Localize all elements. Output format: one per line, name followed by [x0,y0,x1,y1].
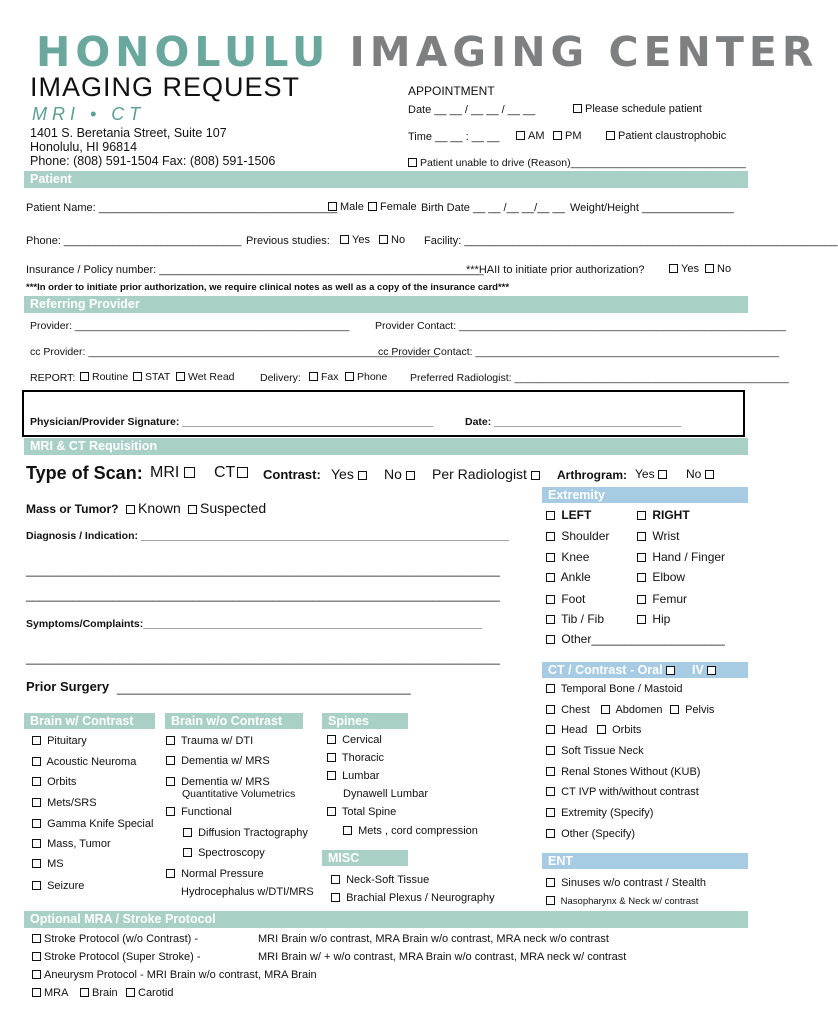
ct-label: CT [214,464,236,481]
checkbox-icon[interactable] [546,829,555,838]
stroke-protocol-checkbox[interactable] [32,933,198,945]
birth-date-field[interactable]: Birth Date __ __ /__ __/__ __ [421,202,565,214]
checkbox-icon[interactable] [546,725,555,734]
suspected-checkbox[interactable] [188,500,266,516]
report-label: REPORT: [30,372,76,384]
checkbox-icon[interactable] [546,878,555,887]
knee-label: Knee [561,550,590,564]
wrist-checkbox[interactable] [637,529,679,543]
insurance-field[interactable]: Insurance / Policy number: _____________________________________________________ [26,264,484,276]
mass-label: Mass, Tumor [47,838,111,850]
am-checkbox[interactable] [516,130,545,142]
checkbox-icon[interactable] [32,819,41,828]
checkbox-icon[interactable] [32,859,41,868]
thoracic-checkbox[interactable] [327,752,384,764]
checkbox-icon[interactable] [327,735,336,744]
address-line2: Honolulu, HI 96814 [30,140,138,154]
other-specify-checkbox[interactable] [546,828,635,840]
appt-date[interactable]: Date __ __ / __ __ / __ __ [408,104,536,116]
checkbox-icon[interactable] [637,532,646,541]
phone-fax: Phone: (808) 591-1504 Fax: (808) 591-1506 [30,154,276,168]
routine-label: Routine [92,371,129,383]
orbits-w-checkbox[interactable] [32,776,76,788]
super-stroke-label: Stroke Protocol (Super Stroke) - [44,951,201,963]
checkbox-icon[interactable] [546,705,555,714]
femur-label: Femur [652,592,688,606]
hai-yes-checkbox[interactable] [669,263,699,275]
pelvis-checkbox[interactable] [670,704,714,716]
checkbox-icon[interactable] [183,848,192,857]
functional-label: Functional [181,806,232,818]
carotid-label: Carotid [138,987,174,999]
ct-oral-bar [542,662,748,678]
quant-vol-label: Quantitative Volumetrics [182,788,296,800]
checkbox-icon[interactable] [237,467,248,478]
stat-label: STAT [145,371,171,383]
hai-no-checkbox[interactable] [705,263,731,275]
referring-bar: Referring Provider [24,296,748,313]
checkbox-icon[interactable] [32,988,41,997]
male-checkbox[interactable] [328,201,364,213]
diagnosis-line-3[interactable]: _______________________________________________________________________ [26,588,500,602]
checkbox-icon[interactable] [546,511,555,520]
checkbox-icon[interactable] [546,808,555,817]
brachial-checkbox[interactable] [331,892,495,904]
known-checkbox[interactable] [126,500,181,516]
checkbox-icon[interactable] [166,736,175,745]
pm-label: PM [565,130,582,142]
orbits-checkbox[interactable] [597,724,641,736]
mra-brain-checkbox[interactable] [80,987,118,999]
checkbox-icon[interactable] [546,553,555,562]
checkbox-icon[interactable] [345,372,354,381]
arthro-no-checkbox[interactable] [686,467,717,481]
mets-checkbox[interactable] [32,797,97,809]
lumbar-checkbox[interactable] [327,770,379,782]
no-label: No [717,263,732,275]
brain-w-bar: Brain w/ Contrast [24,713,155,729]
mra-checkbox[interactable] [32,987,68,999]
checkbox-icon[interactable] [553,131,562,140]
checkbox-icon[interactable] [80,988,89,997]
checkbox-icon[interactable] [546,573,555,582]
extremity-specify-label: Extremity (Specify) [561,807,654,819]
stroke-protocol-label: Stroke Protocol (w/o Contrast) - [44,933,199,945]
checkbox-icon[interactable] [32,839,41,848]
contrast-no-checkbox[interactable] [384,466,418,482]
patient-name-field[interactable]: Patient Name: _______________________________________ [26,202,338,214]
fax-checkbox[interactable] [309,371,339,383]
per-label: Per Radiologist [432,466,527,482]
checkbox-icon[interactable] [601,705,610,714]
checkbox-icon[interactable] [32,952,41,961]
no-label: No [384,466,402,482]
shoulder-label: Shoulder [561,529,610,543]
knee-checkbox[interactable] [546,550,589,564]
misc-bar: MISC [322,850,408,866]
extremity-specify-checkbox[interactable] [546,807,653,819]
routine-checkbox[interactable] [80,371,128,383]
spectroscopy-checkbox[interactable] [183,847,265,859]
orbits-w-label: Orbits [47,776,77,788]
checkbox-icon[interactable] [670,705,679,714]
mra-brain-label: Brain [92,987,118,999]
mets-cord-checkbox[interactable] [343,825,478,837]
schedule-checkbox[interactable] [573,103,702,115]
femur-checkbox[interactable] [637,592,687,606]
ent-bar: ENT [542,853,748,869]
checkbox-icon[interactable] [546,684,555,693]
contrast-label: Contrast: [263,467,321,482]
checkbox-icon[interactable] [606,131,615,140]
symptoms-field[interactable]: Symptoms/Complaints:__________________________________________________________ [26,618,482,630]
pituitary-checkbox[interactable] [32,735,87,747]
checkbox-icon[interactable] [637,553,646,562]
carotid-checkbox[interactable] [126,987,173,999]
provider-contact-field[interactable]: Provider Contact: ________________________________________________________ [375,320,787,332]
stroke-protocol-desc: MRI Brain w/o contrast, MRA Brain w/o contrast, MRA neck w/o contrast [258,933,609,945]
yes-label: Yes [352,234,370,246]
mra-label: MRA [44,987,69,999]
neck-soft-label: Neck-Soft Tissue [346,874,430,886]
prior-surgery-field[interactable]: ____________________________________________ [117,681,411,695]
checkbox-icon[interactable] [126,988,135,997]
dementia-vol-checkbox[interactable] [166,776,270,788]
checkbox-icon[interactable] [516,131,525,140]
dementia-checkbox[interactable] [166,755,270,767]
cc-contact-field[interactable]: cc Provider Contact: ____________________________________________________ [378,346,780,358]
checkbox-icon[interactable] [546,615,555,624]
temporal-label: Temporal Bone / Mastoid [560,683,683,695]
spines-bar: Spines [322,713,408,729]
checkbox-icon[interactable] [184,467,195,478]
facility-field[interactable]: Facility: _____________________________________________________________ [424,235,838,247]
checkbox-icon[interactable] [32,881,41,890]
orbits-label: Orbits [612,724,642,736]
left-checkbox[interactable] [546,508,591,522]
checkbox-icon[interactable] [32,757,41,766]
checkbox-icon[interactable] [166,756,175,765]
checkbox-icon[interactable] [705,470,714,479]
other-label: Other____________________ [561,632,725,646]
type-of-scan-label: Type of Scan: [26,463,143,483]
ankle-label: Ankle [560,570,591,584]
prior-surgery-label: Prior Surgery [26,679,110,694]
phone-checkbox[interactable] [345,371,387,383]
nasopharynx-checkbox[interactable] [546,896,698,907]
other-specify-label: Other (Specify) [561,828,636,840]
checkbox-icon[interactable] [637,595,646,604]
prev-yes-checkbox[interactable] [340,234,370,246]
checkbox-icon[interactable] [368,202,377,211]
pm-checkbox[interactable] [553,130,582,142]
checkbox-icon[interactable] [183,828,192,837]
cc-provider-field[interactable]: cc Provider: ____________________________________________________________ [30,346,439,358]
checkbox-icon[interactable] [331,875,340,884]
ms-label: MS [47,858,64,870]
title-word1: HONOLULU [36,28,331,76]
phone-label: Phone [357,371,388,383]
auth-note: ***In order to initiate prior authorization, we require clinical notes as well as a copy of the insurance card*** [26,282,510,293]
mra-bar: Optional MRA / Stroke Protocol [24,911,748,928]
modality-subtitle: MRI • CT [32,104,146,124]
pref-radiologist-field[interactable]: Preferred Radiologist: _______________________________________________ [410,372,789,384]
npressure-checkbox[interactable] [166,868,264,880]
mass-tumor-label: Mass or Tumor? [26,502,119,516]
checkbox-icon[interactable] [666,666,675,675]
requisition-bar: MRI & CT Requisition [24,438,748,455]
diagnosis-line-2[interactable]: _______________________________________________________________________ [26,563,500,577]
ct-checkbox[interactable] [214,464,251,482]
hip-label: Hip [652,612,671,626]
tibfib-label: Tib / Fib [561,612,605,626]
hai-label: ***HAII to initiate prior authorization? [466,264,645,276]
dementia-label: Dementia w/ MRS [181,755,270,767]
wrist-label: Wrist [652,529,680,543]
delivery-label: Delivery: [260,372,301,384]
reason-field[interactable]: (Reason)______________________________ [527,157,746,169]
sinuses-label: Sinuses w/o contrast / Stealth [561,877,706,889]
patient-bar: Patient [24,171,748,188]
checkbox-icon[interactable] [166,807,175,816]
symptoms-line-2[interactable]: _______________________________________________________________________ [26,651,500,665]
provider-field[interactable]: Provider: _______________________________________________ [30,320,350,332]
total-spine-label: Total Spine [341,806,397,818]
checkbox-icon[interactable] [546,746,555,755]
checkbox-icon[interactable] [707,666,716,675]
foot-checkbox[interactable] [546,592,585,606]
thoracic-label: Thoracic [341,752,385,764]
checkbox-icon[interactable] [705,264,714,273]
checkbox-icon[interactable] [546,787,555,796]
spectroscopy-label: Spectroscopy [198,847,265,859]
extremity-bar: Extremity [542,487,748,503]
ct-ivp-label: CT IVP with/without contrast [561,786,699,798]
mets-cord-label: Mets , cord compression [358,825,478,837]
super-stroke-checkbox[interactable] [32,951,201,963]
hydrocephalus-label: Hydrocephalus w/DTI/MRS [181,886,314,898]
checkbox-icon[interactable] [573,104,582,113]
ankle-checkbox[interactable] [546,570,591,584]
hand-label: Hand / Finger [652,550,726,564]
mri-checkbox[interactable] [150,464,198,482]
checkbox-icon[interactable] [133,372,142,381]
am-label: AM [528,130,545,142]
checkbox-icon[interactable] [126,505,135,514]
checkbox-icon[interactable] [379,235,388,244]
no-label: No [686,467,702,481]
male-label: Male [340,201,364,213]
iv-label: IV [691,663,704,677]
neck-soft-checkbox[interactable] [331,874,429,886]
signature-box [22,390,745,437]
gamma-checkbox[interactable] [32,818,153,830]
checkbox-icon[interactable] [546,635,555,644]
checkbox-icon[interactable] [309,372,318,381]
checkbox-icon[interactable] [331,893,340,902]
renal-checkbox[interactable] [546,766,700,778]
female-checkbox[interactable] [368,201,417,213]
elbow-checkbox[interactable] [637,570,685,584]
checkbox-icon[interactable] [343,826,352,835]
brachial-label: Brachial Plexus / Neurography [346,892,495,904]
weight-height-field[interactable]: Weight/Height _______________ [570,202,734,214]
tibfib-checkbox[interactable] [546,612,604,626]
address-line1: 1401 S. Beretania Street, Suite 107 [30,126,227,140]
claus-checkbox[interactable] [606,130,726,142]
acoustic-label: Acoustic Neuroma [46,756,137,768]
drive-label: Patient unable to drive [420,157,525,169]
known-label: Known [138,500,181,516]
super-stroke-desc: MRI Brain w/ + w/o contrast, MRA Brain w/o contrast, MRA neck w/ contrast [258,951,627,963]
cervical-checkbox[interactable] [327,734,382,746]
wetread-checkbox[interactable] [176,371,235,383]
dynawell-label: Dynawell Lumbar [343,788,428,800]
ms-checkbox[interactable] [32,858,64,870]
checkbox-icon[interactable] [358,471,367,480]
per-radiologist-checkbox[interactable] [432,466,543,482]
form-title: IMAGING REQUEST [30,72,301,102]
checkbox-icon[interactable] [32,777,41,786]
no-label: No [391,234,406,246]
yes-label: Yes [331,466,354,482]
arthrogram-label: Arthrogram: [557,468,628,482]
head-checkbox[interactable] [546,724,587,736]
foot-label: Foot [561,592,586,606]
trauma-checkbox[interactable] [166,735,253,747]
mets-label: Mets/SRS [47,797,97,809]
soft-tissue-checkbox[interactable] [546,745,644,757]
checkbox-icon[interactable] [546,896,555,905]
aneurysm-checkbox[interactable] [32,969,317,981]
pituitary-label: Pituitary [47,735,87,747]
chest-checkbox[interactable] [546,704,590,716]
aneurysm-label: Aneurysm Protocol - MRI Brain w/o contrast, MRA Brain [44,969,317,981]
checkbox-icon[interactable] [531,471,540,480]
suspected-label: Suspected [200,500,267,516]
checkbox-icon[interactable] [327,753,336,762]
checkbox-icon[interactable] [637,573,646,582]
arthro-yes-checkbox[interactable] [635,467,670,481]
checkbox-icon[interactable] [546,767,555,776]
checkbox-icon[interactable] [32,934,41,943]
yes-label: Yes [681,263,699,275]
dementia-vol-label: Dementia w/ MRS [181,776,270,788]
lumbar-label: Lumbar [342,770,380,782]
contrast-yes-checkbox[interactable] [331,466,370,482]
checkbox-icon[interactable] [32,970,41,979]
schedule-label: Please schedule patient [585,103,702,115]
diffusion-label: Diffusion Tractography [198,827,308,839]
claus-label: Patient claustrophobic [618,130,727,142]
head-label: Head [561,724,588,736]
checkbox-icon[interactable] [637,615,646,624]
checkbox-icon[interactable] [166,777,175,786]
checkbox-icon[interactable] [188,505,197,514]
title-word2: IMAGING CENTER [349,28,819,76]
npressure-label: Normal Pressure [181,868,264,880]
checkbox-icon[interactable] [658,470,667,479]
checkbox-icon[interactable] [340,235,349,244]
total-spine-checkbox[interactable] [327,806,396,818]
acoustic-checkbox[interactable] [32,756,136,768]
appointment-label: APPOINTMENT [408,84,495,98]
checkbox-icon[interactable] [637,511,646,520]
elbow-label: Elbow [652,570,686,584]
right-checkbox[interactable] [637,508,690,522]
stat-checkbox[interactable] [133,371,170,383]
prev-no-checkbox[interactable] [379,234,405,246]
fax-label: Fax [321,371,339,383]
cervical-label: Cervical [342,734,382,746]
brain-wo-bar: Brain w/o Contrast [165,713,303,729]
seizure-checkbox[interactable] [32,880,84,892]
nasopharynx-label: Nasopharynx & Neck w/ contrast [560,896,699,907]
signature-field[interactable]: Physician/Provider Signature: ___________________________________________ [30,416,434,428]
mass-checkbox[interactable] [32,838,111,850]
checkbox-icon[interactable] [327,771,336,780]
ct-oral-label: CT / Contrast - Oral [548,663,663,677]
signature-date-field[interactable]: Date: ________________________________ [465,416,682,428]
hand-checkbox[interactable] [637,550,725,564]
sinuses-checkbox[interactable] [546,877,706,889]
checkbox-icon[interactable] [176,372,185,381]
seizure-label: Seizure [47,880,85,892]
wetread-label: Wet Read [188,371,235,383]
appt-time[interactable]: Time __ __ : __ __ [408,131,500,143]
right-label: RIGHT [652,508,690,522]
checkbox-icon[interactable] [406,471,415,480]
checkbox-icon[interactable] [408,158,417,167]
checkbox-icon[interactable] [546,595,555,604]
abdomen-checkbox[interactable] [601,704,663,716]
checkbox-icon[interactable] [327,807,336,816]
soft-tissue-label: Soft Tissue Neck [561,745,644,757]
chest-label: Chest [561,704,590,716]
center-title [36,28,818,76]
checkbox-icon[interactable] [32,736,41,745]
abdomen-label: Abdomen [615,704,663,716]
phone-field[interactable]: Phone: _____________________________ [26,235,242,247]
yes-label: Yes [635,467,655,481]
checkbox-icon[interactable] [597,725,606,734]
gamma-label: Gamma Knife Special [47,818,154,830]
checkbox-icon[interactable] [328,202,337,211]
shoulder-checkbox[interactable] [546,529,609,543]
trauma-label: Trauma w/ DTI [180,735,254,747]
ct-ivp-checkbox[interactable] [546,786,699,798]
checkbox-icon[interactable] [80,372,89,381]
renal-label: Renal Stones Without (KUB) [561,766,701,778]
checkbox-icon[interactable] [32,798,41,807]
checkbox-icon[interactable] [669,264,678,273]
mri-label: MRI [150,464,180,481]
prev-studies-label: Previous studies: [246,235,330,247]
other-checkbox[interactable] [546,632,725,646]
functional-checkbox[interactable] [166,806,232,818]
pelvis-label: Pelvis [685,704,715,716]
diffusion-checkbox[interactable] [183,827,308,839]
hip-checkbox[interactable] [637,612,670,626]
left-label: LEFT [561,508,592,522]
drive-checkbox[interactable] [408,157,746,169]
diagnosis-field[interactable]: Diagnosis / Indication: _______________________________________________________________ [26,530,509,542]
female-label: Female [380,201,417,213]
checkbox-icon[interactable] [546,532,555,541]
checkbox-icon[interactable] [166,869,175,878]
temporal-checkbox[interactable] [546,683,683,695]
